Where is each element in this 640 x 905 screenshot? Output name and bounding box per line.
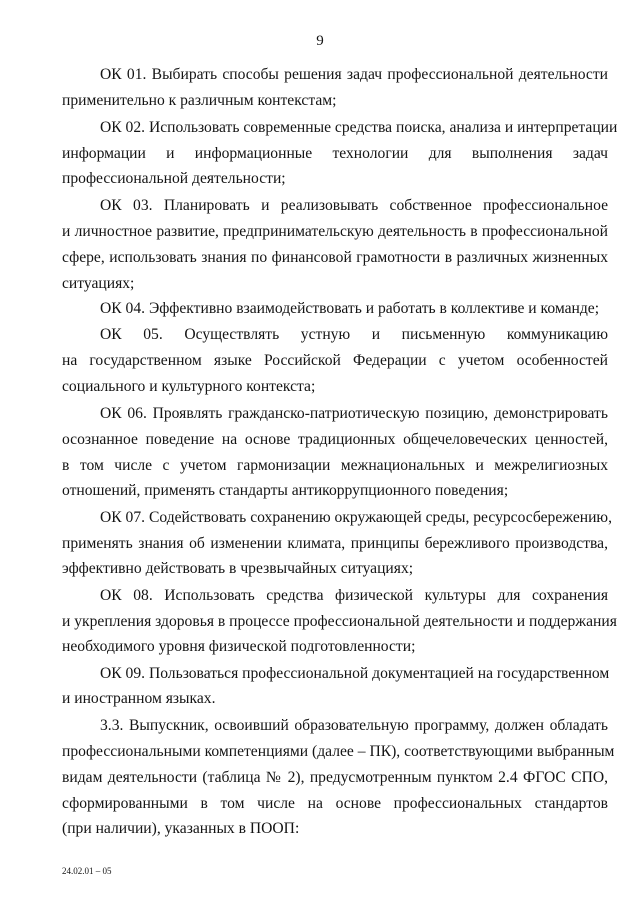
text-line: видам деятельности (таблица № 2), предусмотренным пунктом 2.4 ФГОС СПО, — [62, 769, 608, 786]
text-line: сфере, использовать знания по финансовой грамотности в различных жизненных — [62, 249, 608, 266]
text-line: информации и информационные технологии для выполнения задач — [62, 145, 608, 162]
text-line: осознанное поведение на основе традиционных общечеловеческих ценностей, — [62, 431, 608, 448]
text-line: и укрепления здоровья в процессе профессиональной деятельности и поддержания — [62, 613, 617, 630]
text-line: и личностное развитие, предпринимательскую деятельность в профессиональной — [62, 223, 608, 240]
text-line: и иностранном языках. — [62, 690, 216, 707]
text-line: 3.3. Выпускник, освоивший образовательную программу, должен обладать — [100, 717, 608, 734]
text-line: применительно к различным контекстам; — [62, 92, 337, 109]
text-line: профессиональными компетенциями (далее – ПК), соответствующими выбранным — [62, 743, 615, 760]
document-code-footer: 24.02.01 – 05 — [62, 866, 112, 876]
text-line: необходимого уровня физической подготовленности; — [62, 638, 416, 655]
text-line: ОК 05. Осуществлять устную и письменную коммуникацию — [100, 326, 608, 343]
text-line: отношений, применять стандарты антикоррупционного поведения; — [62, 482, 509, 499]
text-line: ОК 04. Эффективно взаимодействовать и работать в коллективе и команде; — [100, 300, 600, 317]
text-line: эффективно действовать в чрезвычайных ситуациях; — [62, 560, 414, 577]
text-line: сформированными в том числе на основе профессиональных стандартов — [62, 795, 608, 812]
text-line: ОК 01. Выбирать способы решения задач профессиональной деятельности — [100, 66, 608, 83]
text-line: ОК 06. Проявлять гражданско-патриотическую позицию, демонстрировать — [100, 405, 608, 422]
text-line: ситуациях; — [62, 275, 135, 292]
text-line: профессиональной деятельности; — [62, 170, 286, 187]
text-line: ОК 09. Пользоваться профессиональной документацией на государственном — [100, 665, 610, 682]
text-line: ОК 08. Использовать средства физической культуры для сохранения — [100, 587, 608, 604]
page-number: 9 — [316, 33, 324, 49]
text-line: в том числе с учетом гармонизации межнациональных и межрелигиозных — [62, 457, 608, 474]
text-line: ОК 03. Планировать и реализовывать собственное профессиональное — [100, 197, 608, 214]
text-line: (при наличии), указанных в ПООП: — [62, 820, 300, 837]
text-line: ОК 07. Содействовать сохранению окружающей среды, ресурсосбережению, — [100, 509, 612, 526]
text-line: на государственном языке Российской Федерации с учетом особенностей — [62, 352, 608, 369]
text-line: социального и культурного контекста; — [62, 378, 316, 395]
text-line: применять знания об изменении климата, принципы бережливого производства, — [62, 535, 608, 552]
text-line: ОК 02. Использовать современные средства поиска, анализа и интерпретации — [100, 119, 618, 136]
